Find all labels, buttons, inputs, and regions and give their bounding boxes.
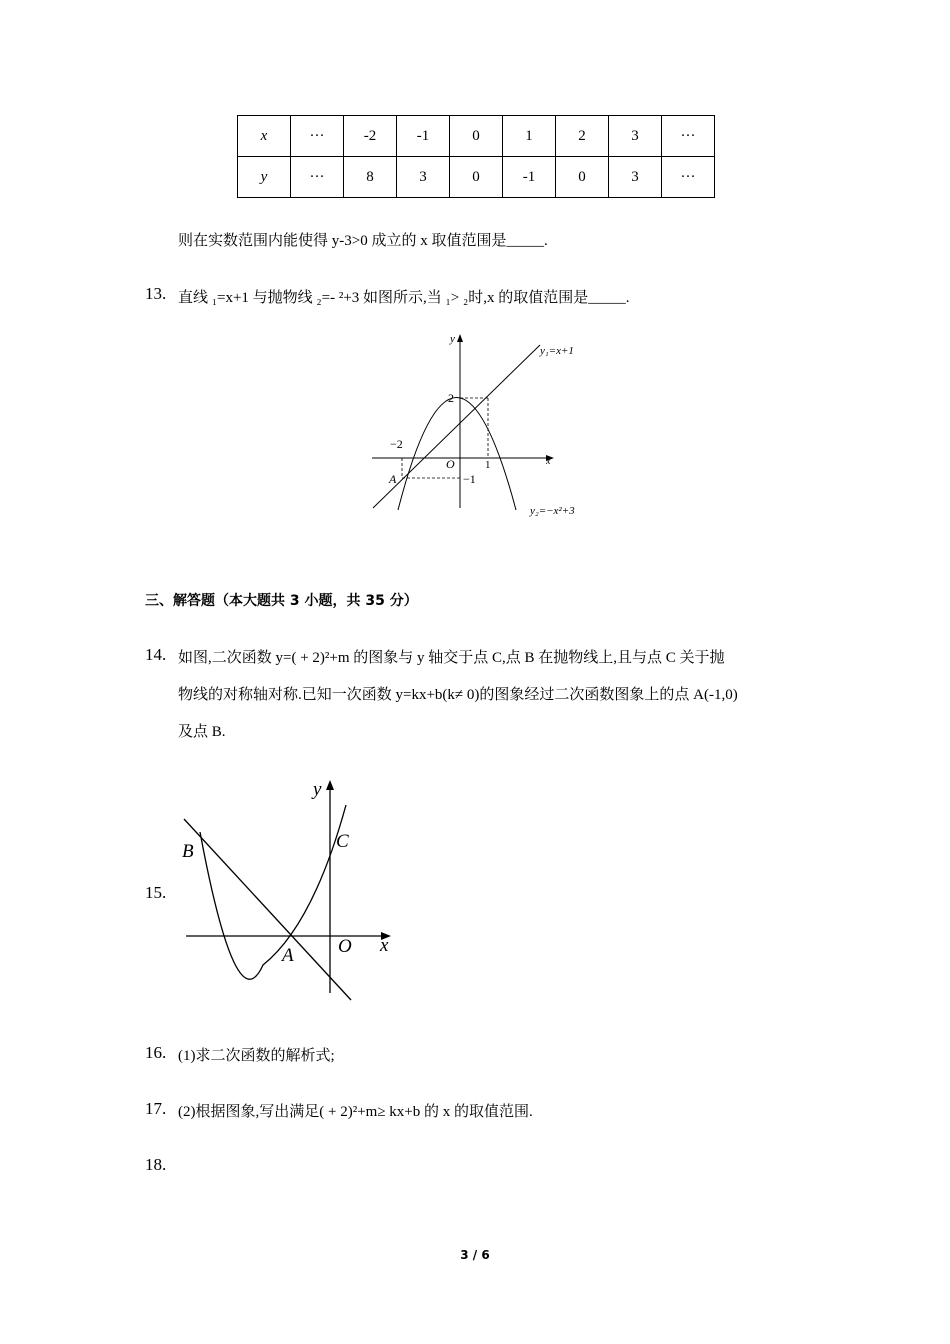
value-table bbox=[237, 115, 715, 198]
q13-line bbox=[373, 345, 540, 508]
q15-line bbox=[184, 819, 351, 1000]
q15-y-label: y bbox=[313, 779, 322, 800]
q14-line3: 及点 B. bbox=[178, 724, 226, 740]
q16-number: 16. bbox=[145, 1043, 167, 1062]
table-row-y bbox=[238, 157, 715, 198]
q17-text: (2)根据图象,写出满足( + 2)²+m≥ kx+b 的 x 的取值范围. bbox=[178, 1104, 533, 1120]
table-cell: 3 bbox=[609, 116, 662, 157]
table-cell: 0 bbox=[556, 157, 609, 198]
q13-text: 直线 ₁=x+1 与抛物线 ₂=- ²+3 如图所示,当 ₁> ₂时,x 的取值范围是_____. bbox=[178, 290, 630, 306]
table-cell: 1 bbox=[503, 116, 556, 157]
q13-parabola-label: y₂=−x²+3 bbox=[530, 505, 575, 517]
table-cell: 0 bbox=[450, 116, 503, 157]
table-cell: -1 bbox=[397, 116, 450, 157]
q17-number: 17. bbox=[145, 1099, 167, 1118]
section-heading: 三、解答题（本大题共 3 小题，共 35 分） bbox=[145, 593, 418, 609]
q15-point-a-label: A bbox=[282, 945, 294, 966]
q14-number: 14. bbox=[145, 645, 167, 664]
table-cell: 3 bbox=[609, 157, 662, 198]
q13-origin-label: O bbox=[446, 457, 455, 471]
q13-point-a-label: A bbox=[389, 472, 397, 486]
q13-line-label: y₁=x+1 bbox=[540, 345, 574, 357]
table-cell: y bbox=[238, 157, 291, 198]
q13-number: 13. bbox=[145, 284, 167, 303]
q15-graph bbox=[178, 775, 398, 1005]
table-cell: ··· bbox=[662, 116, 715, 157]
table-cell: x bbox=[238, 116, 291, 157]
q14-line1: 如图,二次函数 y=( + 2)²+m 的图象与 y 轴交于点 C,点 B 在抛物线上,且与点 C 关于抛 bbox=[178, 650, 725, 666]
q18-number: 18. bbox=[145, 1155, 167, 1174]
q15-origin-label: O bbox=[338, 936, 352, 957]
q13-y-label: y bbox=[450, 333, 455, 345]
q16-text: (1)求二次函数的解析式; bbox=[178, 1048, 335, 1064]
table-cell: ··· bbox=[291, 116, 344, 157]
q13-tick-label: 1 bbox=[485, 459, 491, 471]
q15-point-c-label: C bbox=[336, 831, 349, 852]
q13-x-label: x bbox=[546, 456, 551, 467]
q13-graph bbox=[360, 330, 600, 530]
q15-parabola bbox=[200, 805, 346, 979]
table-cell: ··· bbox=[662, 157, 715, 198]
table-cell: 8 bbox=[344, 157, 397, 198]
q15-number: 15. bbox=[145, 883, 167, 902]
q13-tick-label: −2 bbox=[390, 437, 403, 451]
q13-tick-label: 2 bbox=[448, 391, 454, 405]
table-cell: -1 bbox=[503, 157, 556, 198]
q12-text: 则在实数范围内能使得 y-3>0 成立的 x 取值范围是_____. bbox=[178, 233, 548, 249]
q13-y-arrow-icon bbox=[457, 334, 463, 342]
q15-y-arrow-icon bbox=[326, 780, 334, 790]
q14-line2: 物线的对称轴对称.已知一次函数 y=kx+b(k≠ 0)的图象经过二次函数图象上的点 A(-1,0) bbox=[178, 687, 738, 703]
q15-point-b-label: B bbox=[182, 841, 194, 862]
table-cell: 3 bbox=[397, 157, 450, 198]
table-cell: -2 bbox=[344, 116, 397, 157]
q13-parabola bbox=[398, 398, 516, 511]
table-cell: ··· bbox=[291, 157, 344, 198]
page-number: 3 / 6 bbox=[460, 1248, 490, 1262]
q13-tick-label: −1 bbox=[463, 472, 476, 486]
table-cell: 2 bbox=[556, 116, 609, 157]
q15-x-label: x bbox=[380, 935, 389, 956]
table-cell: 0 bbox=[450, 157, 503, 198]
table-row-x bbox=[238, 116, 715, 157]
